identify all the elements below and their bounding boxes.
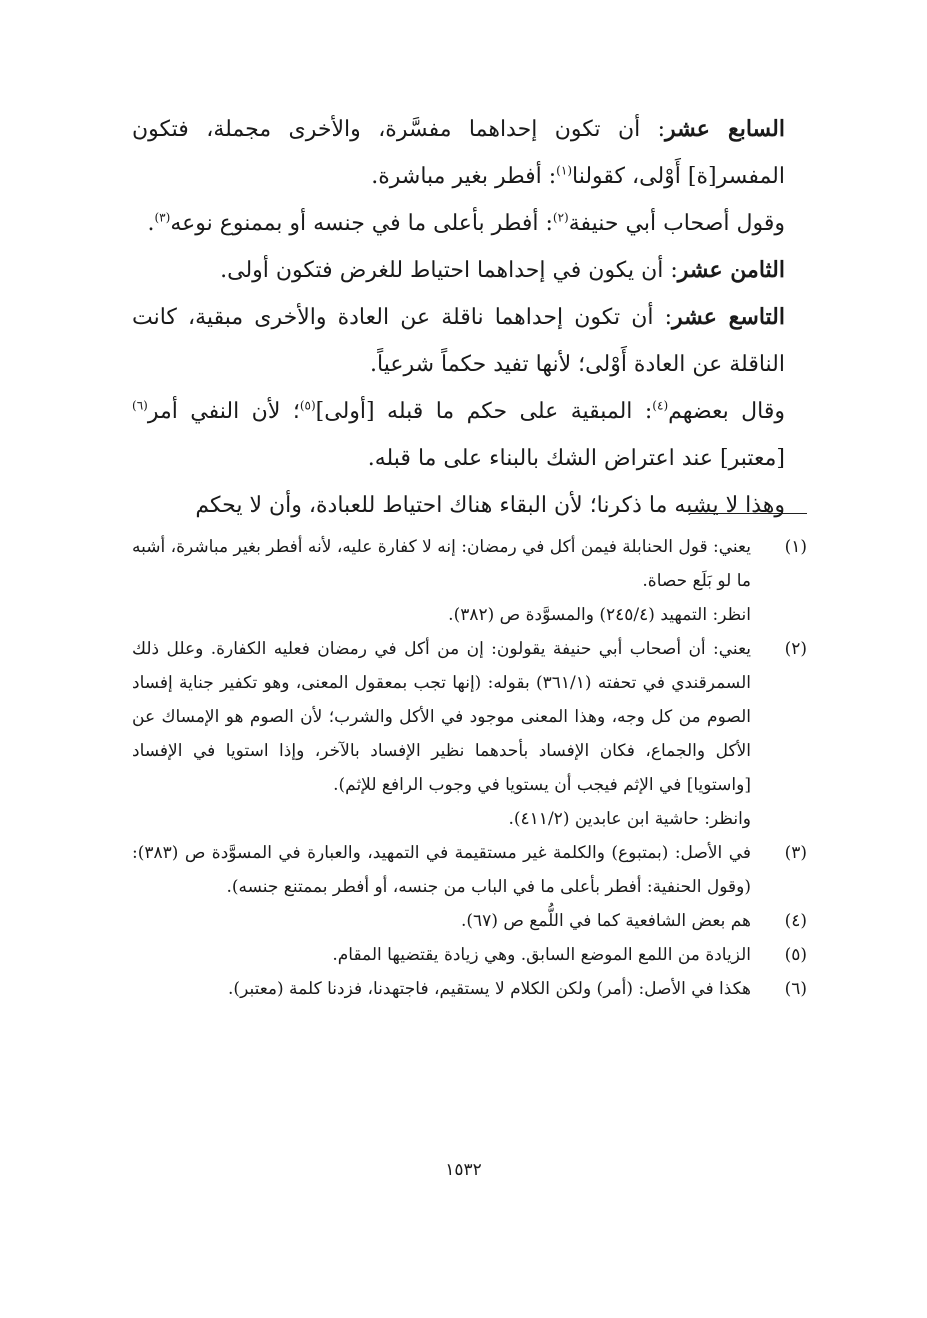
footnote-ref-6: (٦) [132, 398, 148, 413]
heading-19: التاسع عشر [672, 304, 785, 330]
paragraph-hanafi-end: . [147, 211, 155, 236]
heading-18: الثامن عشر [677, 257, 785, 283]
footnote-ref-2: (٢) [552, 210, 569, 225]
footnote [132, 904, 807, 938]
footnote-number: (٢) [784, 639, 807, 659]
paragraph-some-said-text-2: : المبقية على حكم ما قبله [أولى] [315, 399, 653, 424]
footnote-text: هكذا في الأصل: (أمر) ولكن الكلام لا يستقيم، فاجتهدنا، فزدنا كلمة (معتبر). [228, 979, 751, 999]
footnote [132, 972, 807, 1006]
paragraph-some-said [132, 388, 807, 482]
footnote-ref-5: (٥) [299, 398, 316, 413]
paragraph-17-text: : أن تكون إحداهما مفسَّرة، والأخرى مجملة، فتكون المفسر[ة] أَوْلى، كقولنا [132, 117, 785, 189]
paragraph-hanafi [132, 200, 807, 247]
footnote-number: (١) [784, 537, 807, 557]
paragraph-hanafi-text-2: : أفطر بأعلى ما في جنسه أو بممنوع نوعه [170, 211, 553, 236]
paragraph-this [132, 482, 807, 529]
footnote-reference: انظر: التمهيد (٢٤٥/٤) والمسوَّدة ص (٣٨٢). [448, 605, 751, 625]
main-text [132, 106, 807, 529]
footnote [132, 530, 807, 632]
paragraph-17-text-end: : أفطر بغير مباشرة. [371, 164, 557, 189]
footnote-separator [690, 513, 807, 514]
heading-17: السابع عشر [665, 116, 785, 142]
footnote-text: يعني: قول الحنابلة فيمن أكل في رمضان: إنه لا كفارة عليه، لأنه أفطر بغير مباشرة، أشبه ما لو بَلَع حصاة. [132, 537, 751, 591]
footnote-number: (٦) [784, 979, 807, 999]
footnote [132, 632, 807, 836]
footnotes [132, 530, 807, 1006]
footnote-text: يعني: أن أصحاب أبي حنيفة يقولون: إن من أكل في رمضان فعليه الكفارة. وعلل ذلك السمرقندي في تحفته (٣٦١/١) بقوله: (إنها تجب بمعقول المعنى، وهو تكفير جناية إفساد الصوم من كل وجه، وهذا المعنى موجود في الأكل والشرب؛ لأن الصوم هو الإمساك عن الأكل والجماع، فكان الإفساد بأحدهما نظير الإفساد بالآخر، وإذا استويا في الإفساد [واستويا] في الإثم فيجب أن يستويا في وجوب الرافع للإثم). [132, 639, 751, 795]
footnote-number: (٥) [784, 945, 807, 965]
footnote-number: (٣) [784, 843, 807, 863]
paragraph-17 [132, 106, 807, 200]
footnote [132, 938, 807, 972]
paragraph-hanafi-text: وقول أصحاب أبي حنيفة [568, 211, 785, 236]
footnote [132, 836, 807, 904]
paragraph-some-said-text-4: [معتبر] عند اعتراض الشك بالبناء على ما قبله. [367, 446, 785, 471]
footnote-reference: وانظر: حاشية ابن عابدين (٤١١/٢). [508, 809, 751, 829]
paragraph-some-said-text-3: ؛ لأن النفي أمر [147, 399, 300, 424]
paragraph-18 [132, 247, 807, 294]
footnote-text: في الأصل: (بمتبوع) والكلمة غير مستقيمة في التمهيد، والعبارة في المسوَّدة ص (٣٨٣): (وقول الحنفية: أفطر بأعلى ما في الباب من جنسه، أو أفطر بممتنع جنسه). [132, 843, 751, 897]
paragraph-19 [132, 294, 807, 388]
footnote-number: (٤) [784, 911, 807, 931]
page-number: ١٥٣٢ [445, 1160, 482, 1180]
paragraph-this-text: وهذا لا يشبه ما ذكرنا؛ لأن البقاء هناك احتياط للعبادة، وأن لا يحكم [195, 493, 785, 518]
footnote-ref-3: (٣) [154, 210, 171, 225]
paragraph-some-said-text: وقال بعضهم [668, 399, 785, 424]
paragraph-19-text: : أن تكون إحداهما ناقلة عن العادة والأخرى مبقية، كانت الناقلة عن العادة أَوْلى؛ لأنها تفيد حكماً شرعياً. [132, 305, 785, 377]
footnote-text: الزيادة من اللمع الموضع السابق. وهي زيادة يقتضيها المقام. [332, 945, 751, 965]
paragraph-18-text: : أن يكون في إحداهما احتياط للغرض فتكون أولى. [220, 258, 678, 283]
footnote-ref-1: (١) [556, 163, 572, 178]
footnote-text: هم بعض الشافعية كما في اللُّمع ص (٦٧). [461, 911, 751, 931]
footnote-ref-4: (٤) [652, 398, 669, 413]
